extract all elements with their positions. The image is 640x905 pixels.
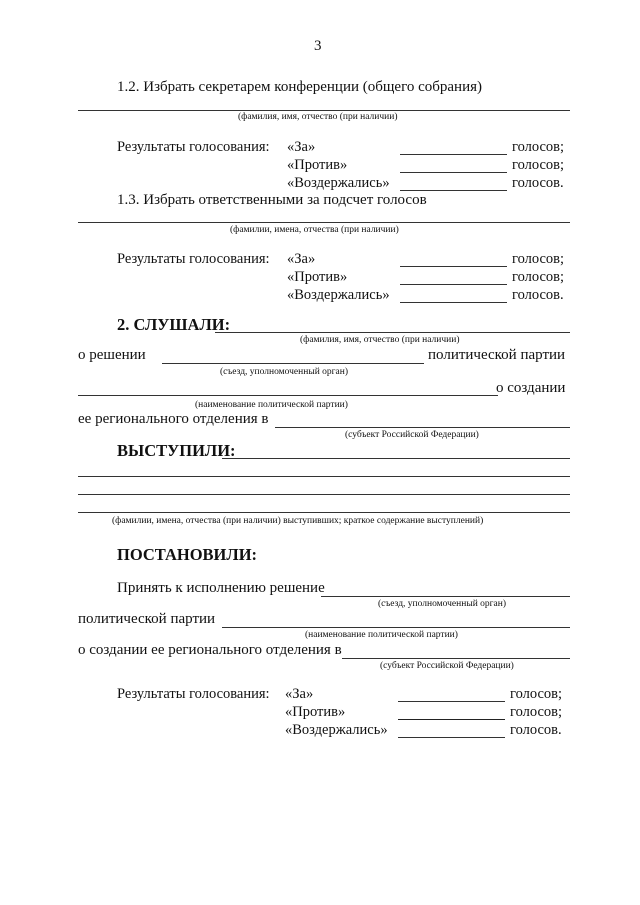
speakers-field-2[interactable]: [78, 476, 570, 477]
speakers-heading: ВЫСТУПИЛИ:: [117, 441, 236, 460]
heard-party-name-field[interactable]: [78, 395, 498, 396]
page-number: 3: [314, 38, 322, 54]
political-party-label: политической партии: [428, 347, 566, 363]
vote-against-field[interactable]: [398, 719, 505, 720]
vote-suffix: голосов.: [512, 287, 564, 303]
vote-option-abstained: «Воздержались»: [287, 175, 390, 191]
resolved-organ-caption: (съезд, уполномоченный орган): [378, 599, 507, 609]
vote-for-field[interactable]: [398, 701, 505, 702]
heard-organ-caption: (съезд, уполномоченный орган): [220, 367, 349, 377]
resolved-subject-field[interactable]: [342, 658, 570, 659]
resolved-party-name-field[interactable]: [222, 627, 570, 628]
secretary-name-caption: (фамилия, имя, отчество (при наличии): [238, 112, 398, 122]
vote-suffix: голосов;: [512, 157, 565, 173]
vote-suffix: голосов;: [512, 139, 565, 155]
resolved-organ-field[interactable]: [321, 596, 570, 597]
creation-regional-branch-label: о создании ее регионального отделения в: [78, 642, 342, 658]
vote-suffix: голосов.: [512, 175, 564, 191]
vote-suffix: голосов.: [510, 722, 562, 738]
heard-heading: 2. СЛУШАЛИ:: [117, 315, 231, 334]
vote-option-for: «За»: [287, 251, 316, 267]
vote-abstained-field[interactable]: [400, 302, 507, 303]
section-1-3-title: 1.3. Избрать ответственными за подсчет голосов: [117, 192, 427, 208]
vote-abstained-field[interactable]: [398, 737, 505, 738]
resolved-party-name-caption: (наименование политической партии): [305, 630, 458, 640]
resolved-heading: ПОСТАНОВИЛИ:: [117, 545, 258, 564]
vote-option-for: «За»: [287, 139, 316, 155]
section-1-2-title: 1.2. Избрать секретарем конференции (общего собрания): [117, 79, 483, 95]
vote-suffix: голосов;: [510, 704, 563, 720]
vote-option-abstained: «Воздержались»: [285, 722, 388, 738]
heard-name-caption: (фамилия, имя, отчество (при наличии): [300, 335, 460, 345]
vote-option-against: «Против»: [287, 269, 348, 285]
heard-organ-field[interactable]: [162, 363, 424, 364]
vote-option-against: «Против»: [285, 704, 346, 720]
vote-option-abstained: «Воздержались»: [287, 287, 390, 303]
vote-option-for: «За»: [285, 686, 314, 702]
heard-subject-caption: (субъект Российской Федерации): [345, 430, 479, 440]
speakers-caption: (фамилии, имена, отчества (при наличии) выступивших; краткое содержание выступлений): [112, 516, 484, 526]
heard-name-field[interactable]: [215, 332, 570, 333]
accept-decision-label: Принять к исполнению решение: [117, 580, 325, 596]
vote-abstained-field[interactable]: [400, 190, 507, 191]
resolved-subject-caption: (субъект Российской Федерации): [380, 661, 514, 671]
political-party-label-2: политической партии: [78, 611, 216, 627]
vote-suffix: голосов;: [512, 269, 565, 285]
vote-against-field[interactable]: [400, 284, 507, 285]
secretary-name-field[interactable]: [78, 110, 570, 111]
regional-branch-label: ее регионального отделения в: [78, 411, 269, 427]
speakers-field-1[interactable]: [222, 458, 570, 459]
vote-suffix: голосов;: [510, 686, 563, 702]
counters-names-field[interactable]: [78, 222, 570, 223]
speakers-field-4[interactable]: [78, 512, 570, 513]
vote-label: Результаты голосования:: [117, 251, 270, 267]
heard-party-name-caption: (наименование политической партии): [195, 400, 348, 410]
vote-suffix: голосов;: [512, 251, 565, 267]
vote-against-field[interactable]: [400, 172, 507, 173]
vote-option-against: «Против»: [287, 157, 348, 173]
heard-subject-field[interactable]: [275, 427, 570, 428]
on-creation-label: о создании: [496, 380, 566, 396]
on-decision-label: о решении: [78, 347, 146, 363]
vote-for-field[interactable]: [400, 154, 507, 155]
vote-label: Результаты голосования:: [117, 139, 270, 155]
vote-for-field[interactable]: [400, 266, 507, 267]
vote-label: Результаты голосования:: [117, 686, 270, 702]
counters-names-caption: (фамилии, имена, отчества (при наличии): [230, 225, 399, 235]
speakers-field-3[interactable]: [78, 494, 570, 495]
